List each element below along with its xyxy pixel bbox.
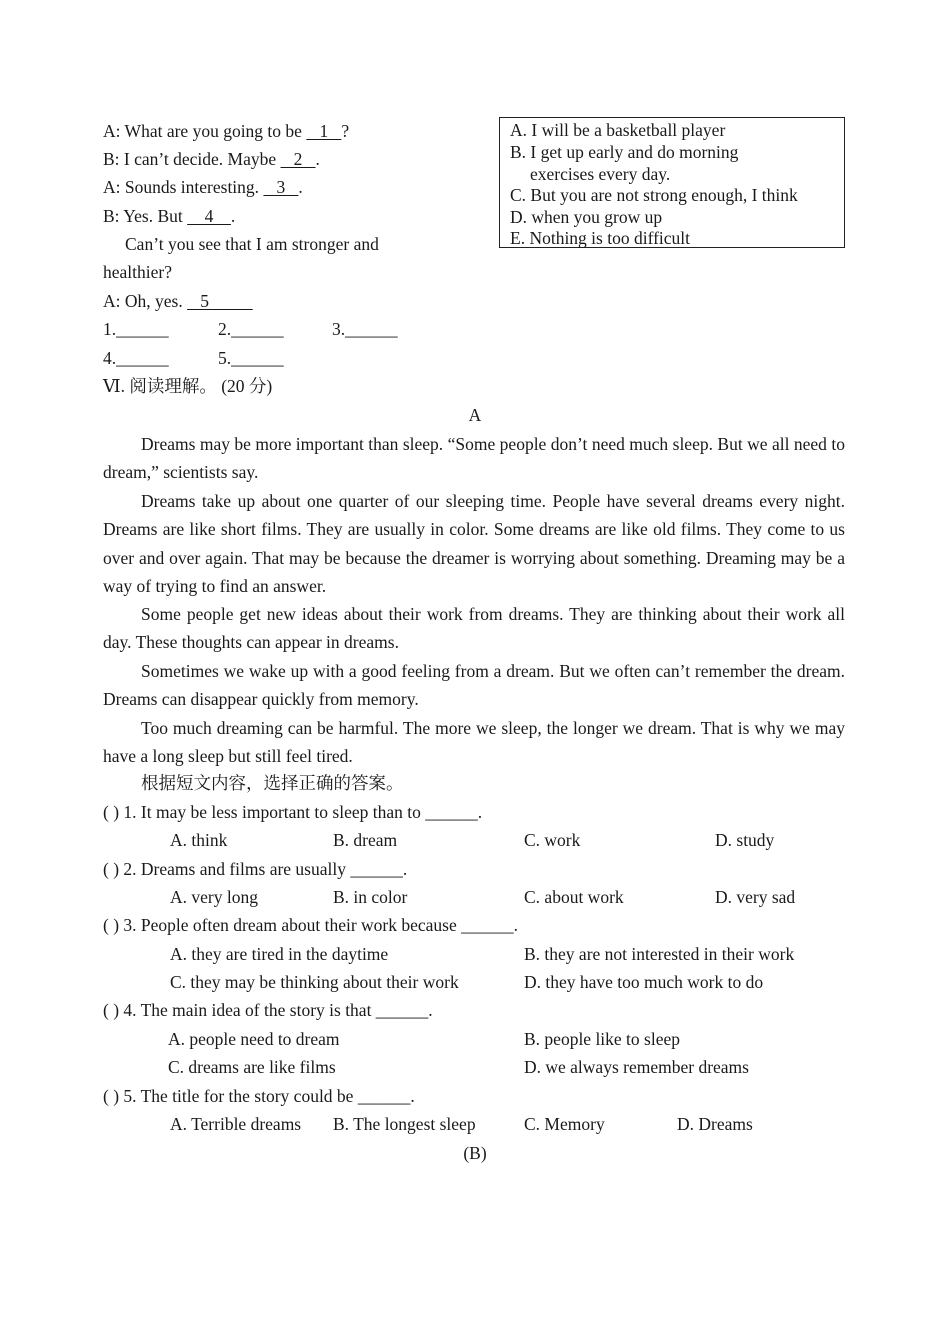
section-heading: Ⅵ. 阅读理解。 (20 分) <box>103 376 273 396</box>
answer-blank-2[interactable]: 2.______ <box>218 319 284 339</box>
passage-paragraph-2: Dreams take up about one quarter of our sleeping time. People have several dreams every night. Dreams are like short films. They are usually in color. Some dreams are like old films. They come to us over and over again. That may be because the dreamer is worrying about something. Dreaming may be a way of trying to find an answer. <box>103 491 845 597</box>
q5-option-a[interactable]: A. Terrible dreams <box>170 1114 302 1134</box>
answer-blank-1[interactable]: 1.______ <box>103 319 169 339</box>
q2-option-b[interactable]: B. in color <box>333 887 408 907</box>
dialogue-text: . <box>298 177 303 197</box>
q3-option-c[interactable]: C. they may be thinking about their work <box>170 972 459 992</box>
question-3: ( ) 3. People often dream about their work because ______. <box>103 915 519 935</box>
dialogue-text: A: Oh, yes. <box>103 291 188 311</box>
q4-option-b[interactable]: B. people like to sleep <box>524 1029 681 1049</box>
dialogue-line-1 <box>103 121 349 142</box>
answer-blank-3[interactable]: 3.______ <box>332 319 398 339</box>
blank-3[interactable]: 3 <box>263 177 299 197</box>
q3-option-d[interactable]: D. they have too much work to do <box>524 972 764 992</box>
passage-paragraph-5: Too much dreaming can be harmful. The more we sleep, the longer we dream. That is why we may have a long sleep but still feel tired. <box>103 718 845 767</box>
dialogue-line-3 <box>103 177 303 198</box>
q1-option-c[interactable]: C. work <box>524 830 581 850</box>
q3-option-a[interactable]: A. they are tired in the daytime <box>170 944 389 964</box>
answer-blank-4[interactable]: 4.______ <box>103 348 169 368</box>
dialogue-text: B: Yes. But <box>103 206 188 226</box>
part-a-label: A <box>468 405 482 425</box>
question-2: ( ) 2. Dreams and films are usually ______. <box>103 859 408 879</box>
option-b-continued: exercises every day. <box>530 164 671 184</box>
dialogue-text: A: What are you going to be <box>103 121 307 141</box>
dialogue-text: A: Sounds interesting. <box>103 177 264 197</box>
question-5: ( ) 5. The title for the story could be ______. <box>103 1086 415 1106</box>
blank-5[interactable]: 5 <box>187 291 253 311</box>
option-b: B. I get up early and do morning <box>510 142 739 162</box>
q4-option-d[interactable]: D. we always remember dreams <box>524 1057 749 1077</box>
q2-option-c[interactable]: C. about work <box>524 887 624 907</box>
dialogue-line-2 <box>103 149 320 170</box>
q3-option-b[interactable]: B. they are not interested in their work <box>524 944 795 964</box>
dialogue-text: ? <box>341 121 350 141</box>
option-a: A. I will be a basketball player <box>510 120 726 140</box>
dialogue-line-6: healthier? <box>103 262 172 282</box>
passage-paragraph-4: Sometimes we wake up with a good feeling from a dream. But we often can’t remember the dream. Dreams can disappear quickly from memory. <box>103 661 845 710</box>
instruction: 根据短文内容，选择正确的答案。 <box>141 773 404 793</box>
q2-option-a[interactable]: A. very long <box>170 887 258 907</box>
q2-option-d[interactable]: D. very sad <box>715 887 796 907</box>
q1-option-d[interactable]: D. study <box>715 830 775 850</box>
dialogue-line-4 <box>103 206 235 227</box>
blank-4[interactable]: 4 <box>187 206 231 226</box>
blank-1[interactable]: 1 <box>306 121 342 141</box>
passage-paragraph-3: Some people get new ideas about their work from dreams. They are thinking about their work all day. These thoughts can appear in dreams. <box>103 604 845 653</box>
q4-option-c[interactable]: C. dreams are like films <box>168 1057 336 1077</box>
dialogue-text: B: I can’t decide. Maybe <box>103 149 281 169</box>
question-1: ( ) 1. It may be less important to sleep than to ______. <box>103 802 483 822</box>
q1-option-b[interactable]: B. dream <box>333 830 398 850</box>
option-d: D. when you grow up <box>510 207 663 227</box>
part-b-label: (B) <box>463 1143 487 1163</box>
passage-paragraph-1: Dreams may be more important than sleep. “Some people don’t need much sleep. But we all need to dream,” scientists say. <box>103 434 845 483</box>
q4-option-a[interactable]: A. people need to dream <box>168 1029 340 1049</box>
q5-option-c[interactable]: C. Memory <box>524 1114 605 1134</box>
q5-option-d[interactable]: D. Dreams <box>677 1114 753 1134</box>
blank-2[interactable]: 2 <box>280 149 316 169</box>
q1-option-a[interactable]: A. think <box>170 830 228 850</box>
q5-option-b[interactable]: B. The longest sleep <box>333 1114 476 1134</box>
dialogue-text: . <box>315 149 320 169</box>
option-e: E. Nothing is too difficult <box>510 228 691 248</box>
dialogue-text: . <box>230 206 236 226</box>
question-4: ( ) 4. The main idea of the story is that ______. <box>103 1000 433 1020</box>
dialogue-line-5: Can’t you see that I am stronger and <box>125 234 379 254</box>
answer-blank-5[interactable]: 5.______ <box>218 348 284 368</box>
dialogue-line-7 <box>103 291 253 312</box>
options-box <box>499 117 845 248</box>
option-c: C. But you are not strong enough, I think <box>510 185 798 205</box>
